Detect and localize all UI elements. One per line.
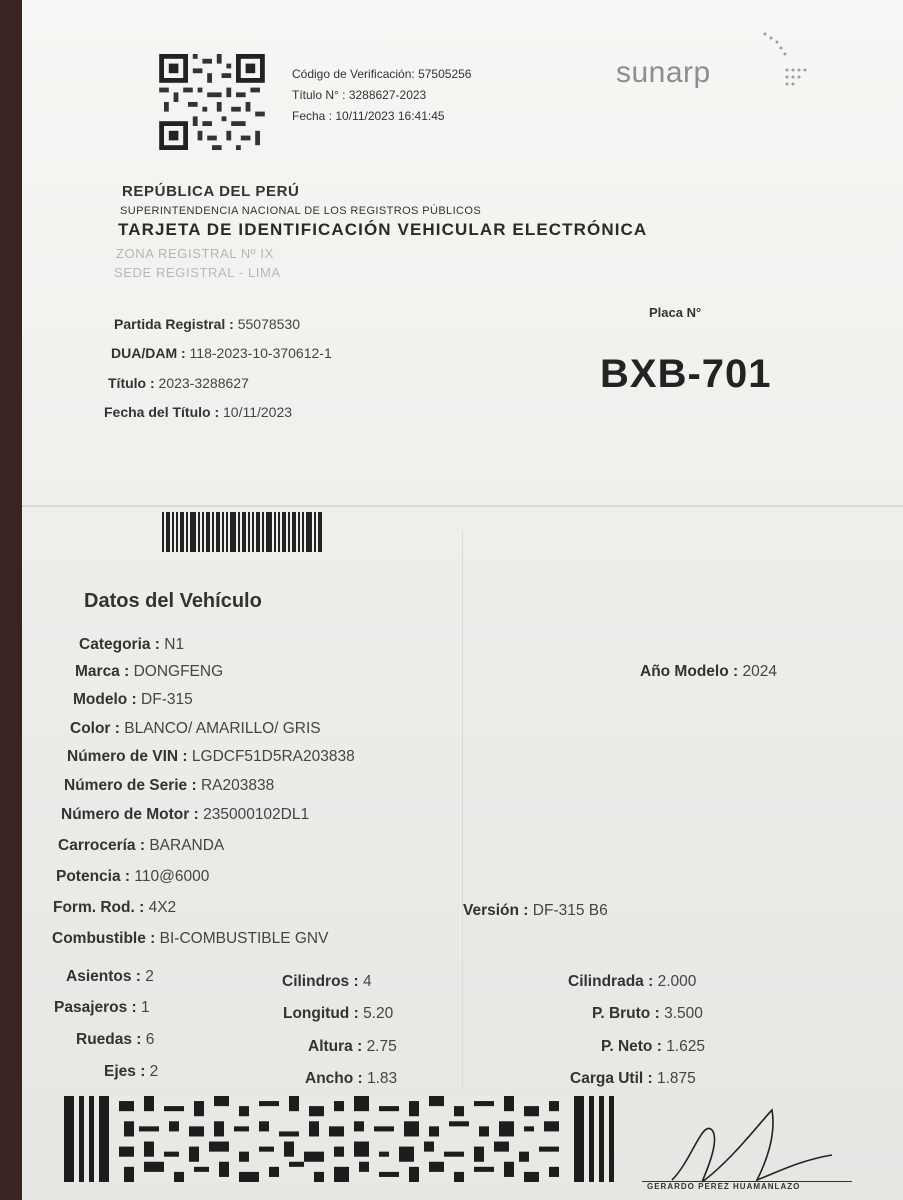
- pneto-label: P. Neto :: [601, 1038, 662, 1055]
- color-value: BLANCO/ AMARILLO/ GRIS: [124, 720, 321, 737]
- ancho-value: 1.83: [367, 1070, 398, 1087]
- signatory-name: GERARDO PEREZ HUAMANLAZO: [647, 1182, 801, 1191]
- document-page: [22, 0, 903, 1200]
- title-number: Título N° : 3288627-2023: [292, 88, 427, 102]
- ejes-label: Ejes :: [104, 1063, 146, 1080]
- serie-value: RA203838: [200, 777, 275, 794]
- fecha-titulo-label: Fecha del Título :: [104, 404, 220, 420]
- placa-value: BXB-701: [600, 352, 772, 396]
- marca-value: DONGFENG: [133, 663, 224, 680]
- signature-icon: [662, 1100, 842, 1190]
- vin-label: Número de VIN :: [67, 748, 188, 765]
- color-field: [70, 720, 321, 738]
- cilindros-label: Cilindros :: [282, 973, 359, 990]
- cargautil-label: Carga Util :: [570, 1070, 653, 1087]
- fold-line-horizontal: [22, 505, 903, 507]
- barcode-icon: [162, 512, 322, 552]
- marca-field: [75, 663, 223, 681]
- pasajeros-value: 1: [141, 999, 150, 1016]
- placa-label: Placa N°: [649, 305, 702, 320]
- altura-label: Altura :: [308, 1038, 363, 1055]
- anio-value: 2024: [742, 663, 777, 680]
- formrod-field: [53, 899, 176, 917]
- section-title-vehiculo: Datos del Vehículo: [84, 590, 262, 612]
- republica-heading: REPÚBLICA DEL PERÚ: [122, 183, 300, 200]
- longitud-value: 5.20: [363, 1005, 394, 1022]
- vin-field: [67, 748, 355, 766]
- cilindrada-field: [568, 973, 696, 991]
- document-title: TARJETA DE IDENTIFICACIÓN VEHICULAR ELECTRÓNICA: [118, 220, 648, 239]
- cilindros-field: [282, 973, 372, 991]
- asientos-value: 2: [145, 968, 154, 985]
- cilindrada-value: 2.000: [657, 973, 697, 990]
- pdf417-barcode-icon: [64, 1096, 614, 1182]
- qr-code-icon: [157, 54, 267, 150]
- pasajeros-field: [54, 999, 150, 1017]
- modelo-value: DF-315: [141, 691, 193, 708]
- asientos-label: Asientos :: [66, 968, 141, 985]
- partida-field: [114, 316, 300, 332]
- formrod-label: Form. Rod. :: [53, 899, 145, 916]
- carroceria-field: [58, 837, 224, 855]
- modelo-field: [73, 691, 193, 709]
- pbruto-field: [592, 1005, 703, 1023]
- anio-label: Año Modelo :: [640, 663, 739, 680]
- combustible-field: [52, 930, 328, 948]
- categoria-label: Categoria :: [79, 636, 160, 653]
- serie-field: [64, 777, 274, 795]
- pbruto-label: P. Bruto :: [592, 1005, 660, 1022]
- fold-line-vertical: [462, 530, 463, 1090]
- carroceria-value: BARANDA: [149, 837, 225, 854]
- categoria-field: [79, 636, 184, 654]
- partida-value: 55078530: [237, 316, 301, 332]
- anio-field: [640, 663, 777, 681]
- dua-value: 118-2023-10-370612-1: [189, 345, 332, 361]
- modelo-label: Modelo :: [73, 691, 137, 708]
- titulo-value: 2023-3288627: [158, 375, 249, 391]
- zona-registral: ZONA REGISTRAL Nº IX: [116, 246, 274, 261]
- altura-value: 2.75: [366, 1038, 397, 1055]
- superintendencia-heading: SUPERINTENDENCIA NACIONAL DE LOS REGISTROS PÚBLICOS: [120, 205, 482, 217]
- asientos-field: [66, 968, 154, 986]
- pneto-value: 1.625: [666, 1038, 705, 1055]
- longitud-label: Longitud :: [283, 1005, 359, 1022]
- ruedas-label: Ruedas :: [76, 1031, 142, 1048]
- motor-field: [61, 806, 309, 824]
- longitud-field: [283, 1005, 393, 1023]
- issue-date: Fecha : 10/11/2023 16:41:45: [292, 109, 445, 123]
- fecha-titulo-field: [104, 404, 292, 420]
- motor-label: Número de Motor :: [61, 806, 199, 823]
- version-value: DF-315 B6: [532, 902, 608, 919]
- altura-field: [308, 1038, 397, 1056]
- ancho-label: Ancho :: [305, 1070, 363, 1087]
- dua-label: DUA/DAM :: [111, 345, 186, 361]
- verification-code: Código de Verificación: 57505256: [292, 67, 472, 81]
- color-label: Color :: [70, 720, 120, 737]
- carroceria-label: Carrocería :: [58, 837, 146, 854]
- cargautil-field: [570, 1070, 696, 1088]
- potencia-field: [56, 868, 209, 886]
- version-field: [463, 902, 608, 920]
- motor-value: 235000102DL1: [203, 806, 310, 823]
- dua-field: [111, 345, 332, 361]
- cilindros-value: 4: [362, 973, 372, 990]
- pneto-field: [601, 1038, 705, 1056]
- sede-registral: SEDE REGISTRAL - LIMA: [114, 265, 281, 280]
- combustible-label: Combustible :: [52, 930, 156, 947]
- logo-dots-icon: [757, 30, 827, 90]
- cilindrada-label: Cilindrada :: [568, 973, 654, 990]
- version-label: Versión :: [463, 902, 529, 919]
- combustible-value: BI-COMBUSTIBLE GNV: [159, 930, 329, 947]
- formrod-value: 4X2: [148, 899, 177, 916]
- sunarp-logo: sunarp: [616, 56, 711, 89]
- potencia-value: 110@6000: [134, 868, 210, 885]
- ejes-field: [104, 1063, 158, 1081]
- ejes-value: 2: [149, 1063, 159, 1080]
- titulo-label: Título :: [108, 375, 155, 391]
- marca-label: Marca :: [75, 663, 130, 680]
- ancho-field: [305, 1070, 397, 1088]
- pasajeros-label: Pasajeros :: [54, 999, 137, 1016]
- ruedas-field: [76, 1031, 154, 1049]
- verification-block: [292, 64, 471, 127]
- partida-label: Partida Registral :: [114, 316, 234, 332]
- ruedas-value: 6: [145, 1031, 155, 1048]
- potencia-label: Potencia :: [56, 868, 131, 885]
- serie-label: Número de Serie :: [64, 777, 197, 794]
- pbruto-value: 3.500: [664, 1005, 703, 1022]
- fecha-titulo-value: 10/11/2023: [223, 404, 293, 420]
- vin-value: LGDCF51D5RA203838: [191, 748, 355, 765]
- titulo-field: [108, 375, 249, 391]
- cargautil-value: 1.875: [657, 1070, 696, 1087]
- categoria-value: N1: [164, 636, 185, 653]
